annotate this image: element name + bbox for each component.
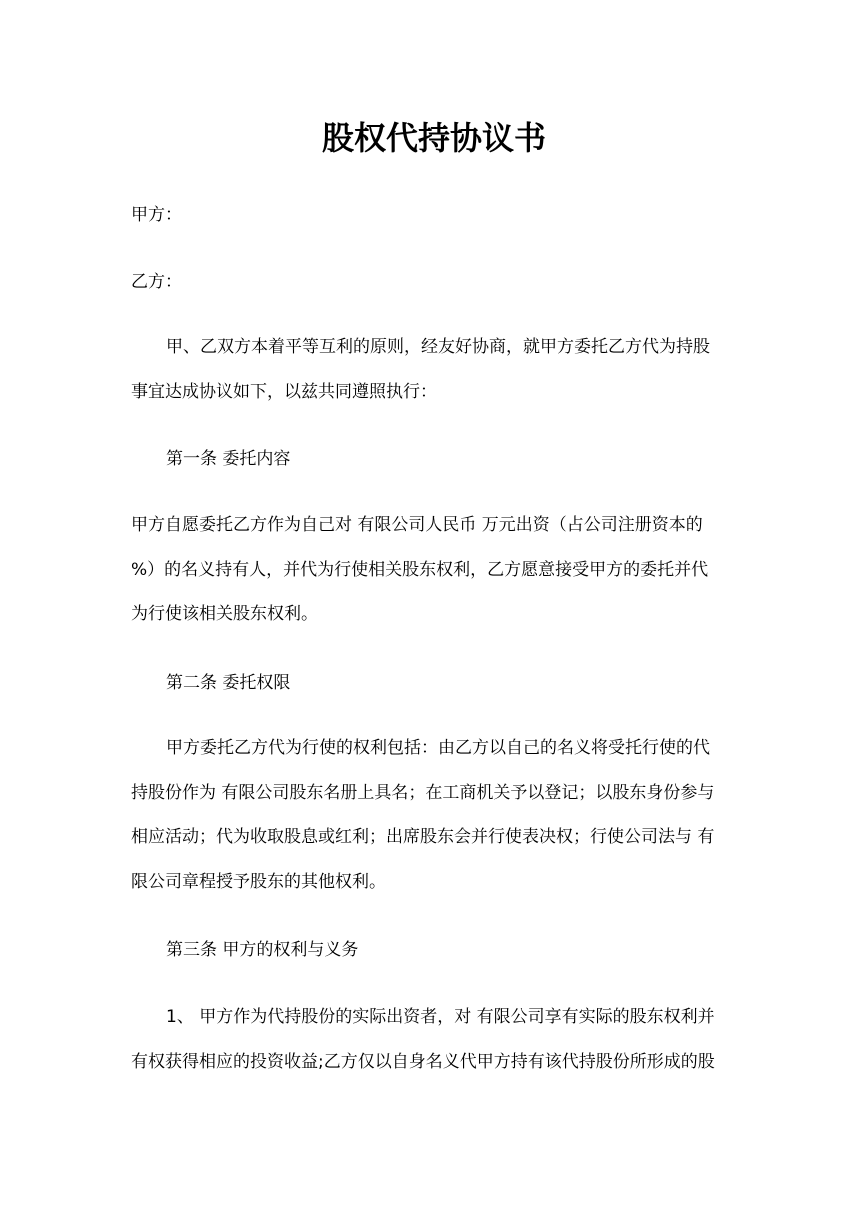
article3-heading-text: 第三条 甲方的权利与义务 [166,940,359,960]
article2-line: 相应活动；代为收取股息或红利；出席股东会并行使表决权；行使公司法与 有 [131,827,715,847]
intro-line: 事宜达成协议如下，以兹共同遵照执行： [131,381,437,402]
article3-item1-line: 1、 甲方作为代持股份的实际出资者，对 有限公司享有实际的股东权利并 [166,1007,715,1027]
article1-heading-text: 第一条 委托内容 [166,449,291,469]
document-title: 股权代持协议书 [321,119,546,157]
article2-line: 限公司章程授予股东的其他权利。 [131,871,386,892]
article3-item1 [131,995,737,1084]
article2-heading [131,661,737,706]
article3-item1-line: 有权获得相应的投资收益;乙方仅以自身名义代甲方持有该代持股份所形成的股 [131,1051,715,1072]
article1-body [131,503,737,637]
article1-heading [131,437,737,482]
party-b-text: 乙方： [131,272,182,292]
party-a-label [131,193,737,238]
article2-line: 持股份作为 有限公司股东名册上具名；在工商机关予以登记；以股东身份参与 [131,782,715,803]
article1-line: 甲方自愿委托乙方作为自己对 有限公司人民币 万元出资（占公司注册资本的 [131,515,703,535]
party-b-label [131,260,737,305]
intro-line: 甲、乙双方本着平等互利的原则，经友好协商，就甲方委托乙方代为持股 [166,337,710,357]
article2-heading-text: 第二条 委托权限 [166,673,291,693]
article2-body [131,726,737,904]
party-a-text: 甲方： [131,205,182,225]
article3-heading [131,928,737,973]
article1-line: %）的名义持有人，并代为行使相关股东权利，乙方愿意接受甲方的委托并代 [131,559,709,580]
intro-paragraph [131,325,737,414]
article1-line: 为行使该相关股东权利。 [131,604,318,624]
article2-line: 甲方委托乙方代为行使的权利包括：由乙方以自己的名义将受托行使的代 [166,738,710,758]
